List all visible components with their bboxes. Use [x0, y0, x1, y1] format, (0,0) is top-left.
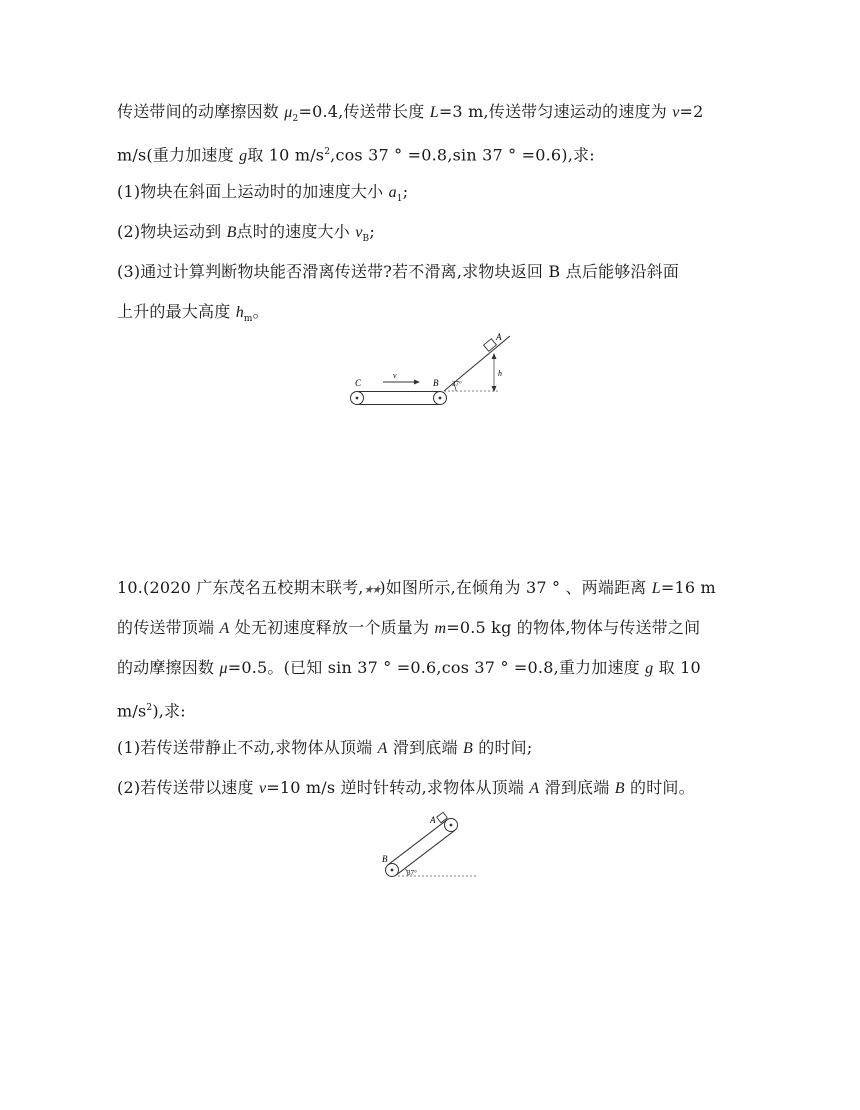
text-segment: m/s: [117, 701, 147, 721]
variable-g: g: [645, 660, 654, 677]
problem9-line1: [117, 102, 704, 129]
text-segment: =16 m: [660, 578, 716, 597]
inclined-conveyor-figure: [376, 808, 482, 882]
variable-v: v: [672, 104, 680, 121]
text-segment: =3 m,传送带匀速运动的速度为: [438, 102, 673, 121]
text-segment: 取 10 m/s: [247, 145, 325, 165]
text-segment: 的时间。: [624, 778, 695, 797]
text-segment: 传送带间的动摩擦因数: [117, 102, 285, 121]
variable-L: L: [651, 580, 661, 597]
text-segment: 10.(2020 广东茂名五校期末联考,: [117, 578, 364, 597]
label-B: B: [433, 378, 439, 388]
variable-v: v: [355, 224, 363, 241]
text-segment: 滑到底端: [539, 778, 615, 797]
mu-symbol: μ: [219, 660, 228, 677]
text-segment: ),求:: [152, 701, 186, 721]
text-segment: (1)若传送带静止不动,求物体从顶端: [117, 738, 378, 757]
text-segment: (1)物块在斜面上运动时的加速度大小: [117, 182, 389, 201]
problem9-question-3a: (3)通过计算判断物块能否滑离传送带?若不滑离,求物块返回 B 点后能够沿斜面: [117, 262, 680, 281]
text-segment: 取 10: [653, 658, 701, 677]
text-segment: (2)若传送带以速度: [117, 778, 259, 797]
text-segment: =0.5 kg 的物体,物体与传送带之间: [446, 618, 701, 637]
variable-a: a: [388, 184, 397, 201]
problem10-line3: [117, 658, 701, 679]
text-segment: 。: [252, 302, 269, 321]
text-segment: m/s(重力加速度: [117, 145, 240, 165]
superscript: 2: [146, 703, 153, 713]
label-B: B: [382, 854, 388, 864]
label-v: v: [393, 371, 397, 380]
difficulty-stars-icon: ★★: [363, 583, 380, 596]
text-segment: 的动摩擦因数: [117, 658, 220, 677]
variable-v: v: [258, 780, 267, 797]
conveyor-incline-figure: [340, 328, 530, 410]
superscript: 2: [324, 147, 331, 157]
text-segment: =0.5。(已知 sin 37 ° =0.6,cos 37 ° =0.8,重力加速度: [227, 658, 646, 677]
text-segment: 上升的最大高度: [117, 302, 236, 321]
text-segment: 的传送带顶端: [117, 618, 220, 637]
text-segment: ;: [402, 182, 409, 201]
problem10-line4: [117, 698, 186, 721]
problem10-question-2: [117, 778, 695, 799]
problem9-line2: [117, 142, 595, 166]
text-segment: =10 m/s 逆时针转动,求物体从顶端: [266, 778, 530, 797]
label-angle: 37°: [452, 380, 462, 388]
point-A: A: [219, 620, 230, 637]
problem10-line1: [117, 578, 716, 600]
text-segment: 的时间;: [472, 738, 533, 757]
label-C: C: [355, 378, 362, 388]
variable-g: g: [239, 147, 248, 165]
problem9-question-3b: [117, 302, 269, 329]
label-A: A: [430, 815, 436, 825]
point-B: B: [614, 780, 625, 797]
text-segment: )如图所示,在倾角为 37 ° 、两端距离: [379, 578, 652, 597]
problem10-question-1: [117, 738, 532, 759]
belt-top: [388, 820, 447, 865]
label-A: A: [496, 332, 502, 342]
subscript: 1: [396, 194, 403, 205]
label-h: h: [498, 369, 502, 378]
problem9-question-2: [117, 222, 375, 249]
problem9-question-1: [117, 182, 408, 209]
point-B: B: [463, 740, 473, 757]
text-segment: =0.4,传送带长度: [298, 102, 430, 121]
variable-L: L: [429, 104, 439, 121]
text-segment: ;: [369, 222, 375, 241]
text-segment: 处无初速度释放一个质量为: [229, 618, 435, 637]
subscript: 2: [292, 114, 299, 125]
label-angle: 37°: [407, 869, 417, 877]
text-segment: 点时的速度大小: [236, 222, 356, 241]
problem10-line2: [117, 618, 700, 639]
variable-h: h: [235, 304, 244, 321]
variable-m: m: [434, 620, 447, 637]
subscript: B: [362, 234, 370, 245]
point-A: A: [529, 780, 540, 797]
text-segment: ,cos 37 ° =0.8,sin 37 ° =0.6),求:: [330, 145, 595, 165]
mu-symbol: μ: [284, 104, 293, 121]
text-segment: =2: [679, 102, 704, 121]
text-segment: (2)物块运动到: [117, 222, 227, 241]
point-A: A: [377, 740, 388, 757]
text-segment: 滑到底端: [387, 738, 463, 757]
belt-bottom: [396, 830, 455, 875]
subscript: m: [243, 314, 253, 325]
point-B: B: [226, 224, 237, 241]
